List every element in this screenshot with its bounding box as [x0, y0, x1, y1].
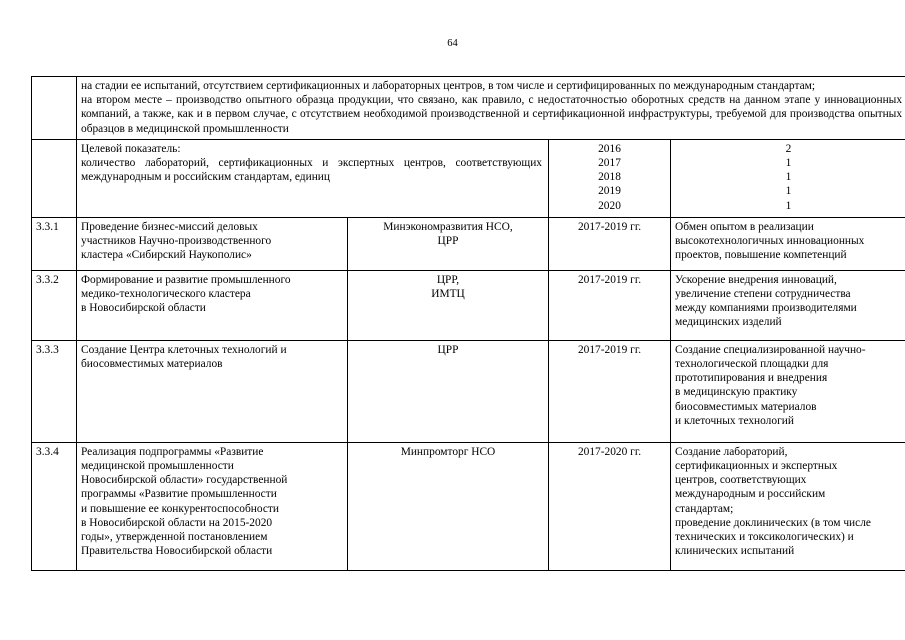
- table-row: [32, 340, 905, 442]
- target-year: 2019: [598, 185, 621, 198]
- executor-cell: Минэкономразвития НСО, ЦРР: [348, 217, 549, 270]
- target-year: 2016: [598, 142, 621, 155]
- target-indicator: [77, 139, 549, 217]
- table-row: [32, 270, 905, 340]
- row-number: 3.3.3: [32, 340, 77, 442]
- intro-row: [32, 77, 905, 140]
- executor-cell: ЦРР: [348, 340, 549, 442]
- period-cell: 2017-2020 гг.: [549, 442, 671, 570]
- intro-text: [77, 77, 905, 140]
- row-number: 3.3.4: [32, 442, 77, 570]
- activity-cell: Формирование и развитие промышленного медико-технологического кластера в Новосибирской области: [77, 270, 348, 340]
- target-year: 2020: [598, 199, 621, 212]
- target-value: 1: [785, 185, 792, 198]
- target-value: 1: [785, 171, 792, 184]
- result-cell: Ускорение внедрения инноваций, увеличение степени сотрудничества между компаниями производителями медицинских изделий: [671, 270, 905, 340]
- target-row: [32, 139, 905, 217]
- target-value: 1: [785, 199, 792, 212]
- activity-cell: Создание Центра клеточных технологий и биосовместимых материалов: [77, 340, 348, 442]
- activity-cell: Реализация подпрограммы «Развитие медицинской промышленности Новосибирской области» государственной программы «Развитие промышленности и повышение ее конкурентоспособности в Новосибирской области на 2015-2020 годы», утвержденной постановлением Правительства Новосибирской области: [77, 442, 348, 570]
- target-value: 1: [785, 157, 792, 170]
- empty-cell: [32, 139, 77, 217]
- target-year: 2017: [598, 157, 621, 170]
- result-cell: Создание лабораторий, сертификационных и экспертных центров, соответствующих международным и российским стандартам; проведение доклинических (в том числе технических и токсикологических) и клинических испытаний: [671, 442, 905, 570]
- empty-cell: [32, 77, 77, 140]
- target-label: Целевой показатель:: [81, 142, 181, 155]
- result-cell: Обмен опытом в реализации высокотехнологичных инновационных проектов, повышение компетенций: [671, 217, 905, 270]
- target-values: [671, 139, 905, 217]
- period-cell: 2017-2019 гг.: [549, 217, 671, 270]
- page-number: 64: [447, 38, 458, 49]
- result-cell: Создание специализированной научно- технологической площадки для прототипирования и внедрения в медицинскую практику биосовместимых материалов и клеточных технологий: [671, 340, 905, 442]
- target-value: 2: [785, 142, 792, 155]
- target-description: количество лабораторий, сертификационных и экспертных центров, соответствующих международным и российским стандартам, единиц: [81, 157, 542, 184]
- activities-table: [31, 76, 905, 571]
- intro-line-2: на втором месте – производство опытного образца продукции, что связано, как правило, с недостаточностью оборотных средств на данном этапе у инновационных компаний, а также, как и в первом случае, с отсутствием необходимой производственной и сертификационной инфраструктуры, требуемой для производства опытных образцов в медицинской промышленности: [81, 94, 903, 135]
- period-cell: 2017-2019 гг.: [549, 270, 671, 340]
- row-number: 3.3.1: [32, 217, 77, 270]
- intro-line-1: на стадии ее испытаний, отсутствием сертификационных и лабораторных центров, в том числе и сертифицированных по международным стандартам;: [81, 80, 816, 92]
- activity-cell: Проведение бизнес-миссий деловых участников Научно-производственного кластера «Сибирский Наукополис»: [77, 217, 348, 270]
- table-row: [32, 217, 905, 270]
- period-cell: 2017-2019 гг.: [549, 340, 671, 442]
- target-year: 2018: [598, 171, 621, 184]
- table-row: [32, 442, 905, 570]
- executor-cell: Минпромторг НСО: [348, 442, 549, 570]
- row-number: 3.3.2: [32, 270, 77, 340]
- executor-cell: ЦРР, ИМТЦ: [348, 270, 549, 340]
- target-years: [549, 139, 671, 217]
